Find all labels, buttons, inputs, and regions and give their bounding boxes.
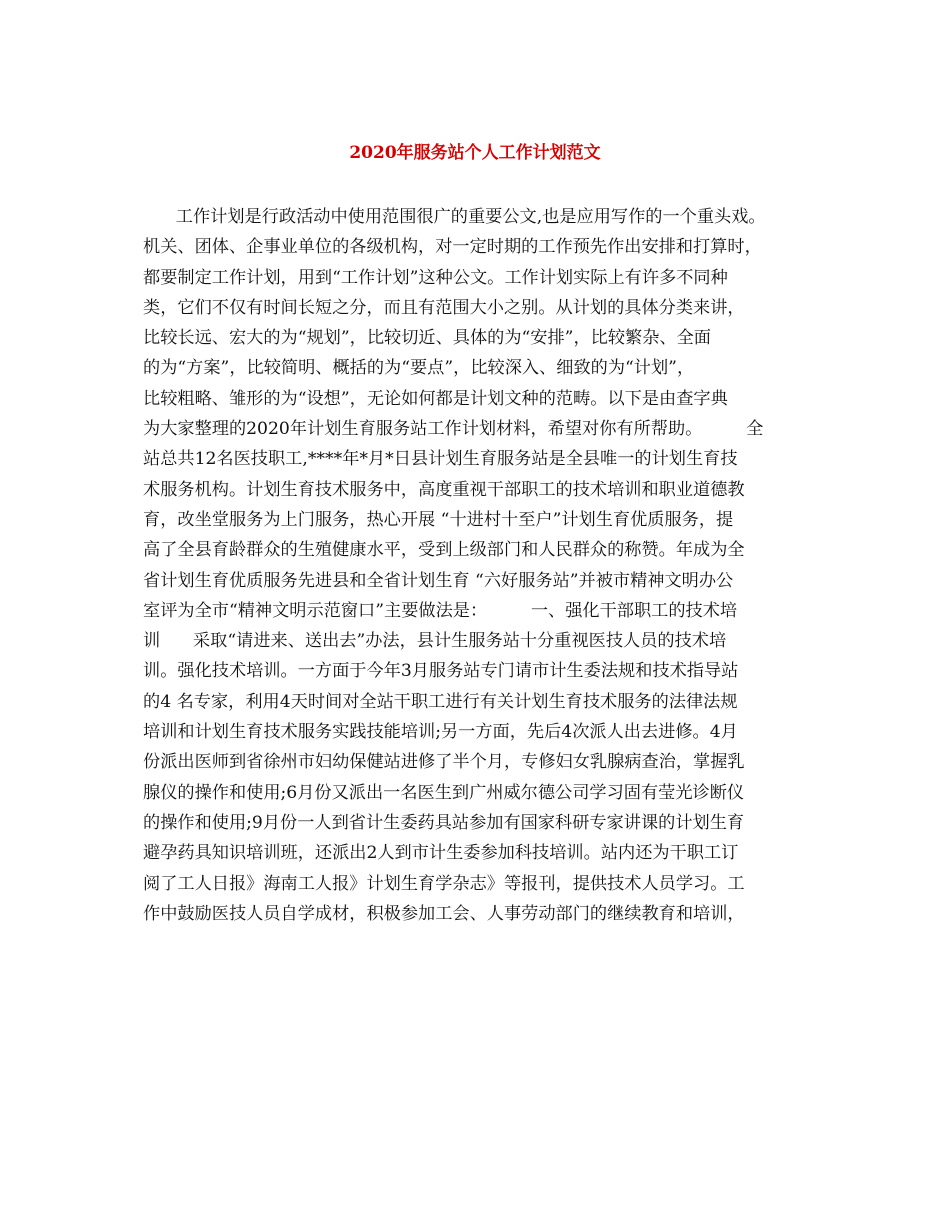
body-line: 训 采取“请进来、送出去”办法，县计生服务站十分重视医技人员的技术培 [143, 631, 727, 652]
body-line: 术服务机构。计划生育技术服务中，高度重视干部职工的技术培训和职业道德教 [143, 479, 745, 500]
body-line: 比较长远、宏大的为“规划”，比较切近、具体的为“安排”，比较繁杂、全面 [143, 328, 711, 349]
body-line: 阅了工人日报》海南工人报》计划生育学杂志》等报刊，提供技术人员学习。工 [143, 873, 745, 894]
body-line: 类，它们不仅有时间长短之分，而且有范围大小之别。从计划的具体分类来讲， [143, 297, 745, 318]
body-line: 份派出医师到省徐州市妇幼保健站进修了半个月，专修妇女乳腺病查治，掌握乳 [143, 752, 745, 773]
body-line: 比较粗略、雏形的为“设想”，无论如何都是计划文种的范畴。以下是由查字典 [143, 388, 728, 409]
body-line: 作中鼓励医技人员自学成材，积极参加工会、人事劳动部门的继续教育和培训， [143, 903, 745, 924]
body-line: 育，改坐堂服务为上门服务，热心开展 “十进村十至户”计划生育优质服务，提 [143, 509, 734, 530]
body-line: 省计划生育优质服务先进县和全省计划生育 “六好服务站”并被市精神文明办公 [143, 570, 734, 591]
body-line: 避孕药具知识培训班，还派出2人到市计生委参加科技培训。站内还为干职工订 [143, 843, 739, 864]
body-line: 为大家整理的2020年计划生育服务站工作计划材料，希望对你有所帮助。 全 [143, 419, 764, 440]
body-line: 高了全县育龄群众的生殖健康水平，受到上级部门和人民群众的称赞。年成为全 [143, 540, 745, 561]
body-line: 培训和计划生育技术服务实践技能培训;另一方面，先后4次派人出去进修。4月 [143, 722, 738, 743]
body-line: 都要制定工作计划，用到“工作计划”这种公文。工作计划实际上有许多不同种 [143, 267, 728, 288]
body-line: 的4 名专家，利用4天时间对全站干职工进行有关计划生育技术服务的法律法规 [143, 691, 738, 712]
document-body [143, 202, 803, 929]
body-line: 训。强化技术培训。一方面于今年3月服务站专门请市计生委法规和技术指导站 [143, 661, 739, 682]
document-title: 2020年服务站个人工作计划范文 [349, 143, 601, 163]
body-line: 站总共12名医技职工,****年*月*日县计划生育服务站是全县唯一的计划生育技 [143, 449, 738, 470]
body-line: 腺仪的操作和使用;6月份又派出一名医生到广州威尔德公司学习固有莹光诊断仪 [143, 782, 745, 803]
body-line: 工作计划是行政活动中使用范围很广的重要公文,也是应用写作的一个重头戏。 [143, 207, 766, 227]
body-line: 的为“方案”，比较简明、概括的为“要点”，比较深入、细致的为“计划”， [143, 358, 695, 379]
body-line: 室评为全市“精神文明示范窗口”主要做法是： 一、强化干部职工的技术培 [143, 600, 738, 621]
body-line: 机关、团体、企事业单位的各级机构，对一定时期的工作预先作出安排和打算时， [143, 237, 762, 258]
body-line: 的操作和使用;9月份一人到省计生委药具站参加有国家科研专家讲课的计划生育 [143, 812, 745, 833]
